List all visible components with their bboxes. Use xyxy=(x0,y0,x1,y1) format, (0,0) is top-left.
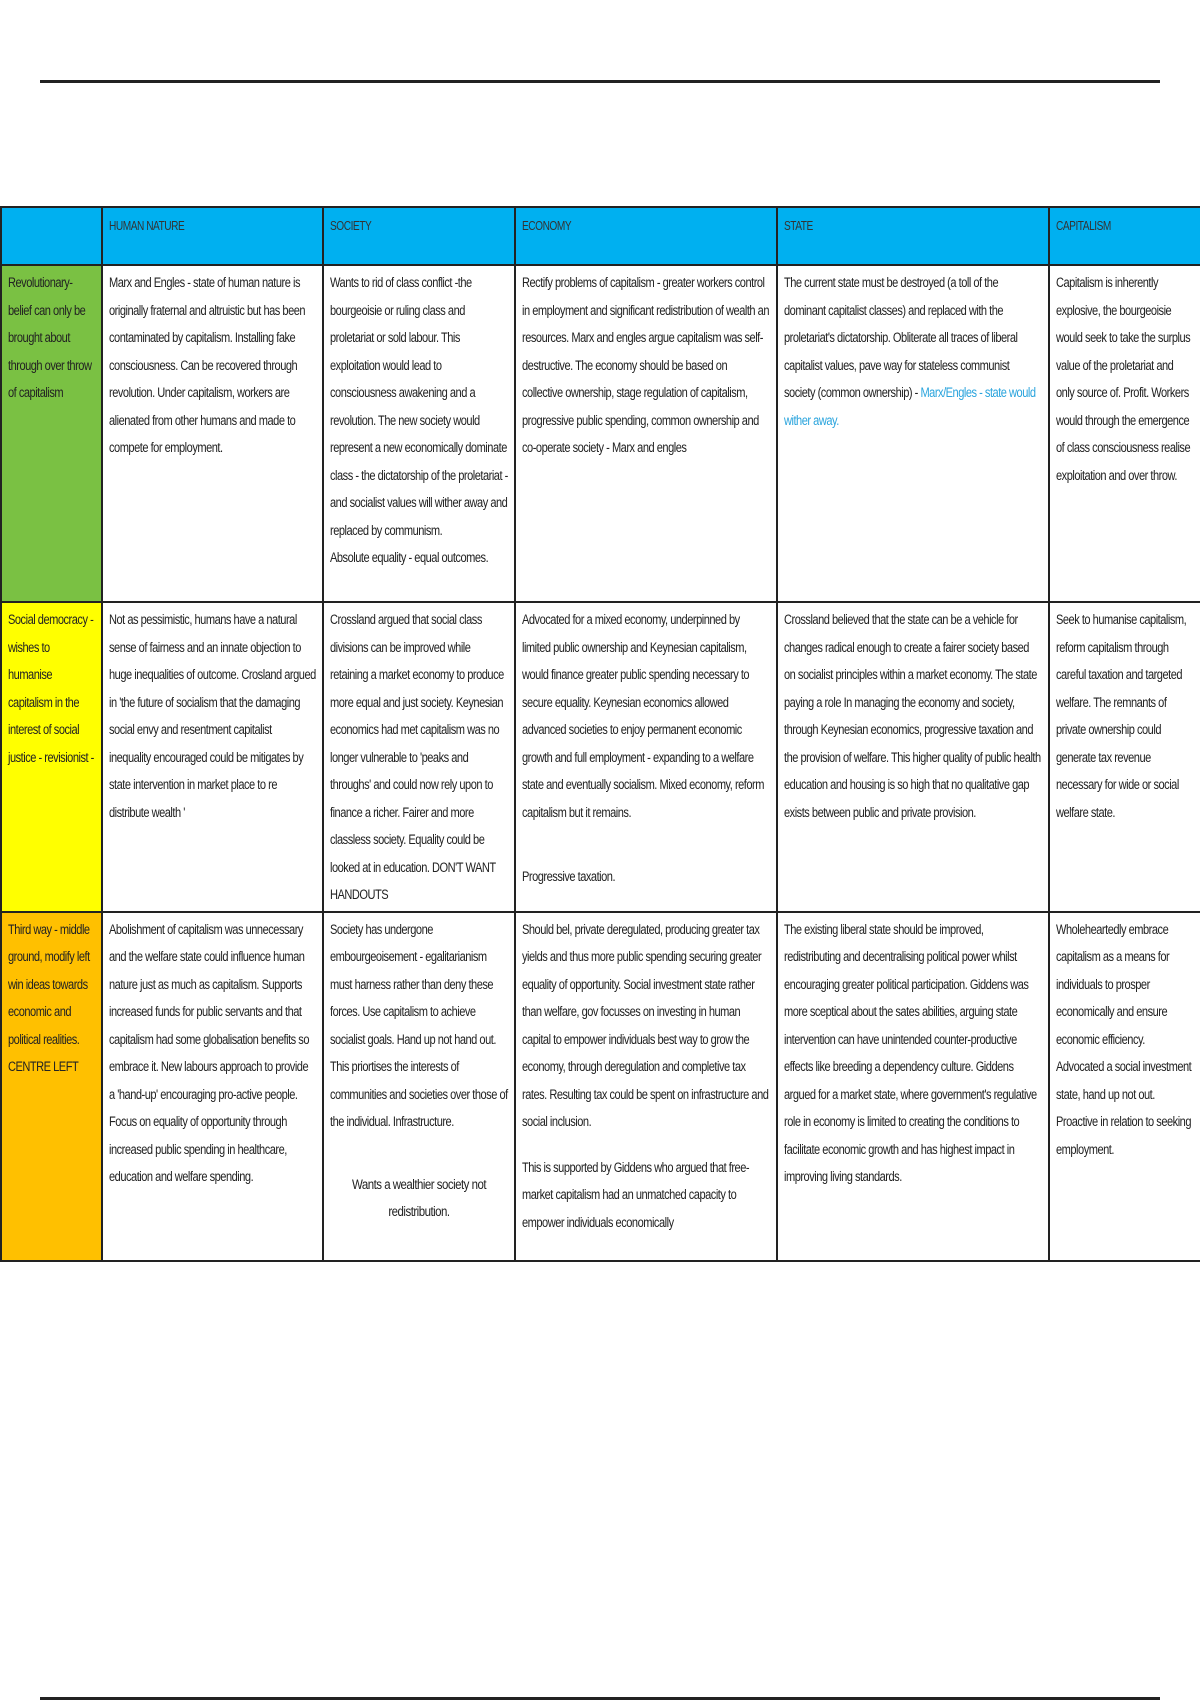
cell-state: Crossland believed that the state can be a vehicle for changes radical enough to create a fairer society based on socialist principles within a market economy. The state paying a role In managing the economy and society, through Keynesian economics, progressive taxation and the provision of welfare. This higher quality of public health education and housing is so high that no qualitative gap exists between public and private provision. xyxy=(777,602,1049,912)
row-label-revolutionary: Revolutionary- belief can only be brought about through over throw of capitalism xyxy=(1,265,102,602)
cell-society xyxy=(323,912,515,1261)
header-state: STATE xyxy=(777,207,1049,265)
row-label-third-way: Third way - middle ground, modify left win ideas towards economic and political realities. CENTRE LEFT xyxy=(1,912,102,1261)
cell-society xyxy=(323,265,515,602)
header-blank xyxy=(1,207,102,265)
cell-capitalism: Wholeheartedly embrace capitalism as a means for individuals to prosper economically and ensure economic efficiency. Advocated a social investment state, hand up not out. Proactive in relation to seeking employment. xyxy=(1049,912,1200,1261)
cell-society-text: Wants to rid of class conflict -the bourgeoisie or ruling class and proletariat or sold labour. This exploitation would lead to consciousness awakening and a revolution. The new society would represent a new economically dominate class - the dictatorship of the proletariat - and socialist values will wither away and replaced by communism. xyxy=(330,275,508,538)
state-link-text: Marx/Engles - state would wither away. xyxy=(784,385,1036,428)
header-society: SOCIETY xyxy=(323,207,515,265)
cell-economy: Rectify problems of capitalism - greater workers control in employment and significant redistribution of wealth an resources. Marx and engles argue capitalism was self-destructive. The economy should be based on collective ownership, stage regulation of capitalism, progressive public spending, common ownership and co-operate society - Marx and engles xyxy=(515,265,777,602)
cell-capitalism: Capitalism is inherently explosive, the bourgeoisie would seek to take the surplus value of the proletariat and only source of. Profit. Workers would through the emergence of class consciousness realise exploitation and over throw. xyxy=(1049,265,1200,602)
cell-society-extra: Absolute equality - equal outcomes. xyxy=(330,550,489,565)
table-row xyxy=(1,265,1200,602)
ideology-comparison-table xyxy=(0,206,1200,1262)
cell-society-extra: Wants a wealthier society not redistribution. xyxy=(351,1176,487,1219)
cell-capitalism: Seek to humanise capitalism, reform capitalism through careful taxation and targeted welfare. The remnants of private ownership could generate tax revenue necessary for wide or social welfare state. xyxy=(1049,602,1200,912)
cell-human-nature: Marx and Engles - state of human nature is originally fraternal and altruistic but has been contaminated by capitalism. Installing fake consciousness. Can be recovered through revolution. Under capitalism, workers are alienated from other humans and made to compete for employment. xyxy=(102,265,323,602)
table-row xyxy=(1,602,1200,912)
cell-society: Crossland argued that social class divisions can be improved while retaining a market economy to produce more equal and just society. Keynesian economics had met capitalism was no longer vulnerable to 'peaks and throughs' and could now rely upon to finance a richer. Fairer and more classless society. Equality could be looked at in education. DON'T WANT HANDOUTS xyxy=(323,602,515,912)
row-label-social-democracy: Social democracy - wishes to humanise capitalism in the interest of social justice - revisionist - xyxy=(1,602,102,912)
cell-society-text: Society has undergone embourgeoisement - egalitarianism must harness rather than deny these forces. Use capitalism to achieve socialist goals. Hand up not hand out. This priortises the interests of communities and societies over those of the individual. Infrastructure. xyxy=(330,921,508,1129)
cell-economy-extra: Progressive taxation. xyxy=(522,869,616,884)
table-row xyxy=(1,912,1200,1261)
cell-state: The existing liberal state should be improved, redistributing and decentralising political power whilst encouraging greater political participation. Giddens was more sceptical about the sates abilities, arguing state intervention can have unintended counter-productive effects like breeding a dependency culture. Giddens argued for a market state, where government's regulative role in economy is limited to creating the conditions to facilitate economic growth and has highest impact in improving living standards. xyxy=(777,912,1049,1261)
header-human-nature: HUMAN NATURE xyxy=(102,207,323,265)
cell-economy xyxy=(515,912,777,1261)
cell-economy-text: Advocated for a mixed economy, underpinned by limited public ownership and Keynesian capitalism, would finance greater public spending necessary to secure equality. Keynesian economics allowed advanced societies to enjoy permanent economic growth and full employment - expanding to a welfare state and eventually socialism. Mixed economy, reform capitalism but it remains. xyxy=(522,612,764,820)
cell-economy-text: Should bel, private deregulated, producing greater tax yields and thus more public spending securing greater equality of opportunity. Social investment state rather than welfare, gov focusses on investing in human capital to empower individuals best way to grow the economy, through deregulation and completive tax rates. Resulting tax could be spent on infrastructure and social inclusion. xyxy=(522,921,769,1129)
header-economy: ECONOMY xyxy=(515,207,777,265)
cell-economy-extra: This is supported by Giddens who argued that free-market capitalism had an unmatched capacity to empower individuals economically xyxy=(522,1159,750,1230)
cell-state xyxy=(777,265,1049,602)
header-capitalism: CAPITALISM xyxy=(1049,207,1200,265)
cell-human-nature: Not as pessimistic, humans have a natural sense of fairness and an innate objection to huge inequalities of outcome. Crosland argued in 'the future of socialism that the damaging social envy and resentment capitalist inequality encouraged could be mitigates by state intervention in market place to re distribute wealth ' xyxy=(102,602,323,912)
cell-economy xyxy=(515,602,777,912)
cell-human-nature: Abolishment of capitalism was unnecessary and the welfare state could influence human nature just as much as capitalism. Supports increased funds for public servants and that capitalism had some globalisation benefits so embrace it. New labours approach to provide a 'hand-up' encouraging pro-active people. Focus on equality of opportunity through increased public spending in healthcare, education and welfare spending. xyxy=(102,912,323,1261)
header-row xyxy=(1,207,1200,265)
top-rule xyxy=(40,80,1160,83)
cell-state-text: The current state must be destroyed (a toll of the dominant capitalist classes) and replaced with the proletariat's dictatorship. Obliterate all traces of liberal capitalist values, pave way for stateless communist society (common ownership) - xyxy=(784,275,1018,400)
